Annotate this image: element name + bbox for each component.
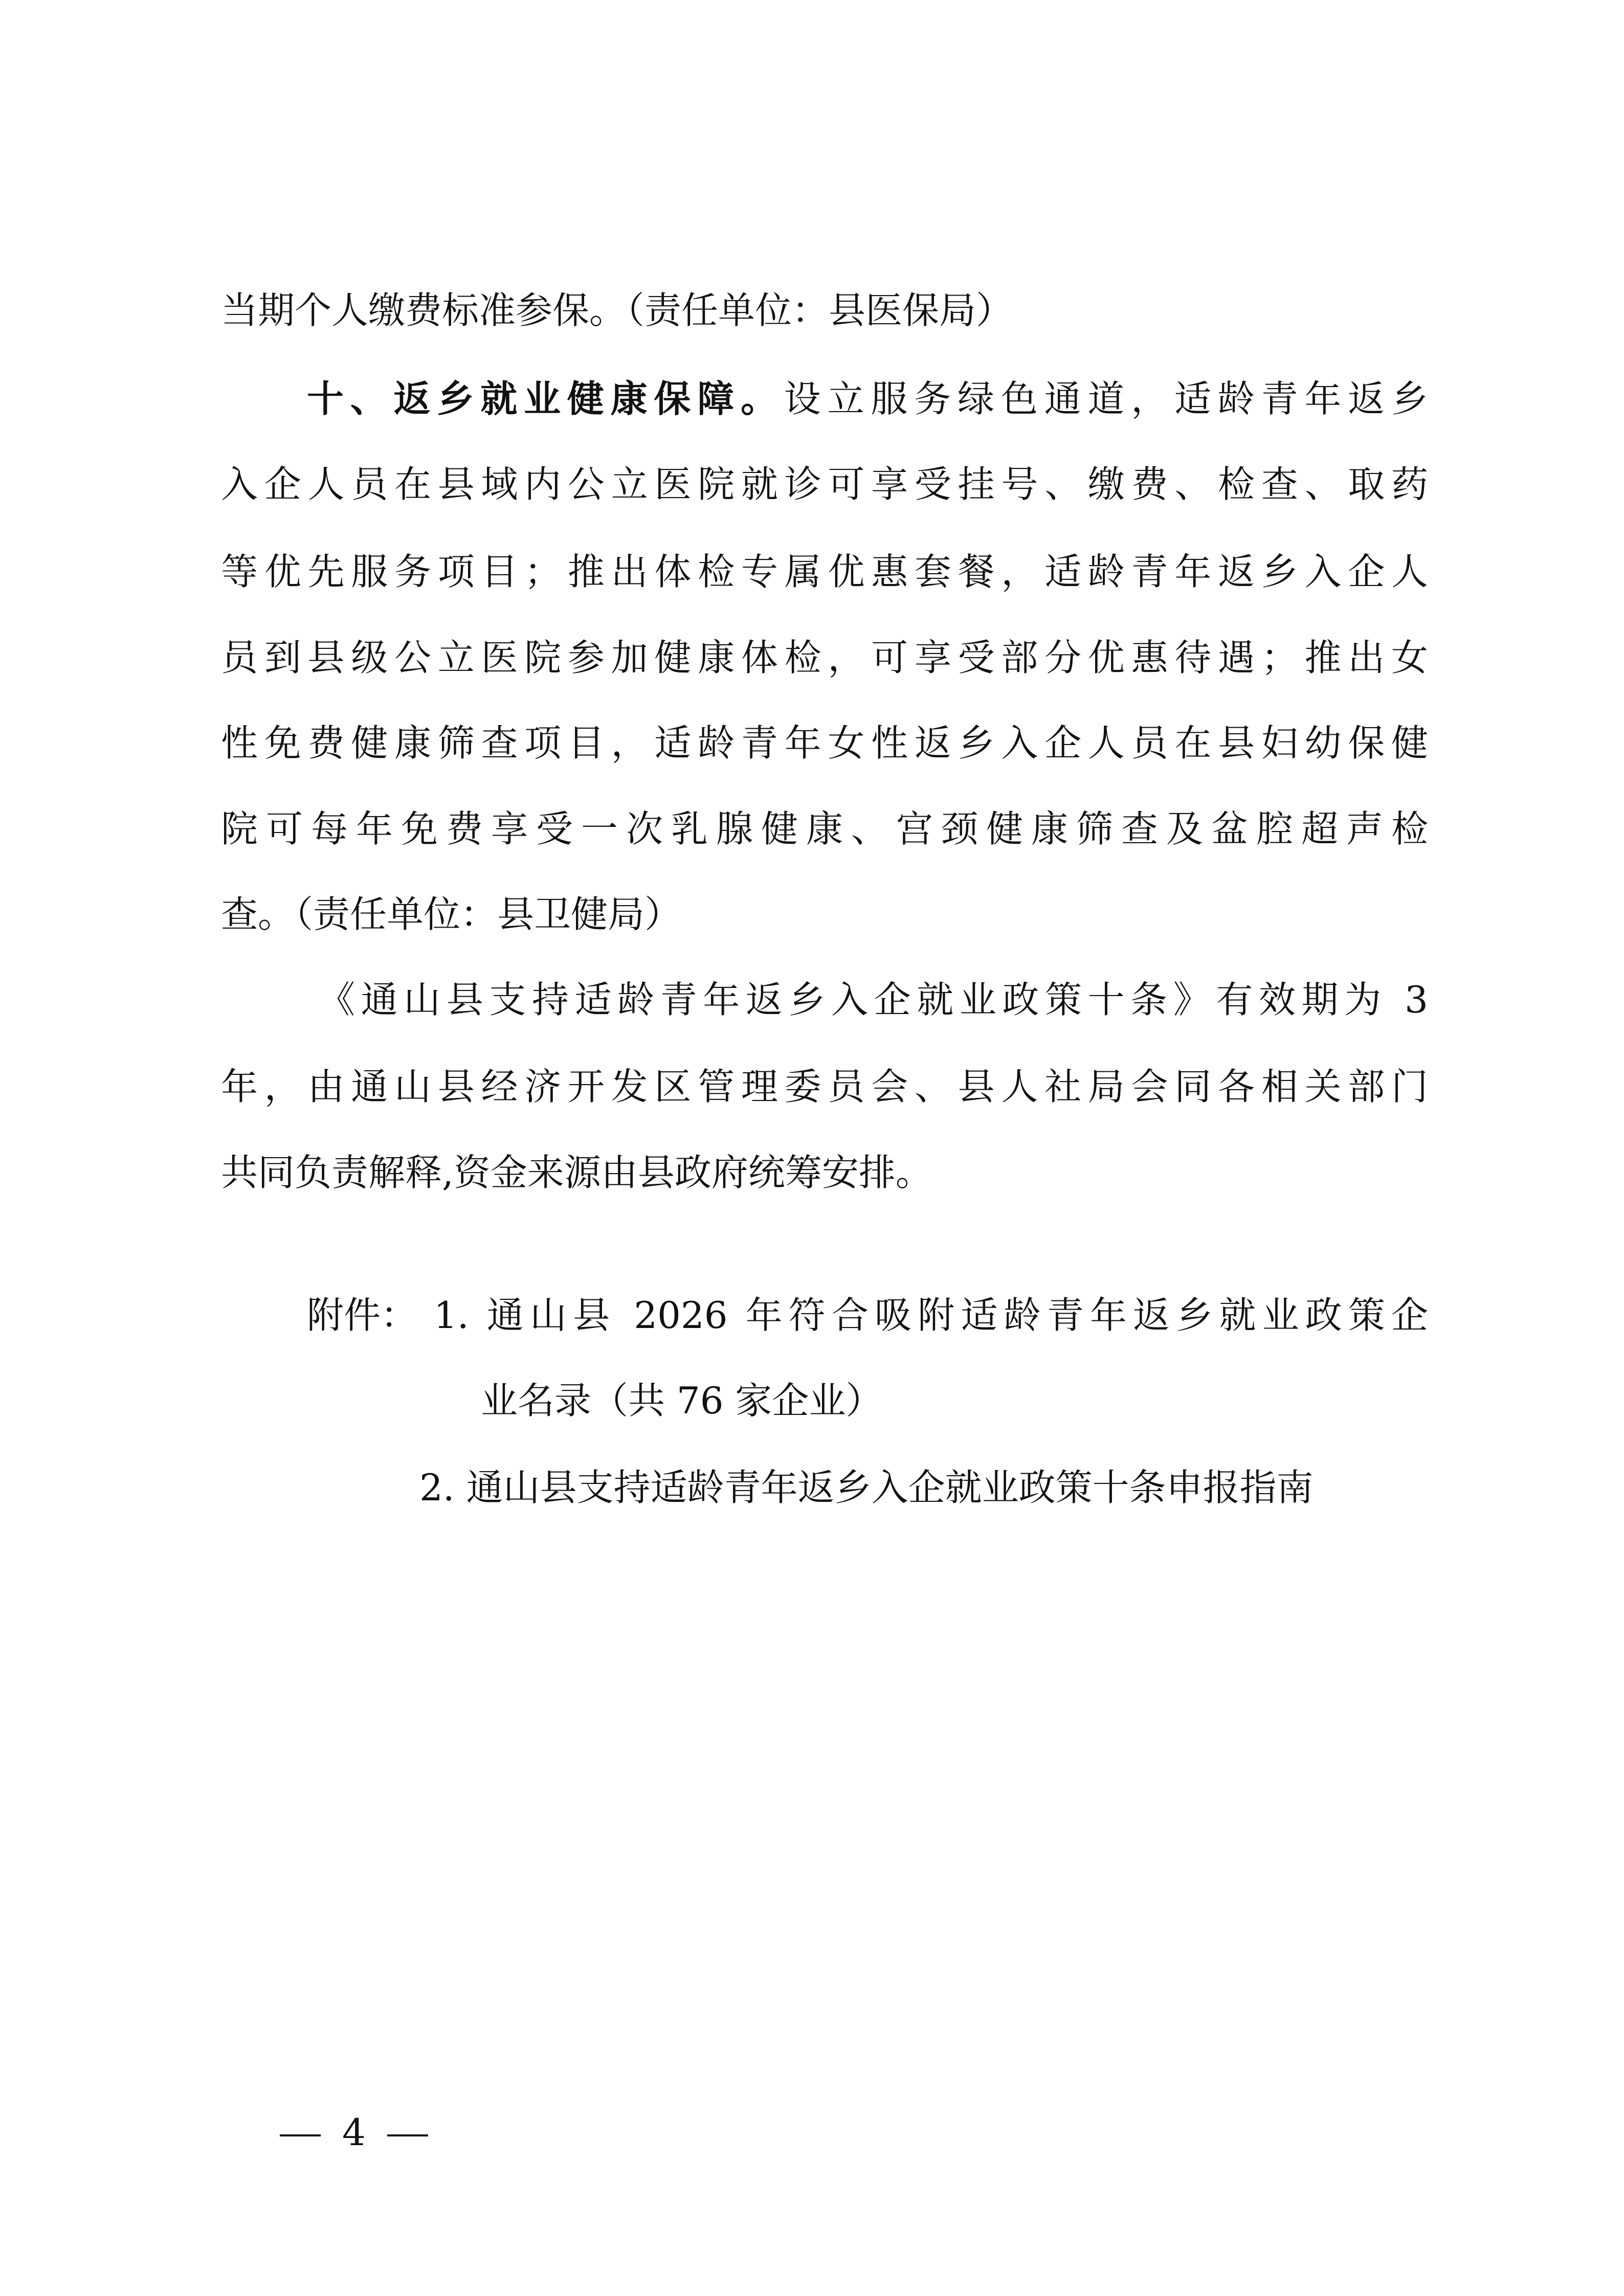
section-ten-text: 设立服务绿色通道，适龄青年返乡: [784, 377, 1428, 420]
attachment-item-2: 2. 通山县支持适龄青年返乡入企就业政策十条申报指南: [419, 1466, 1314, 1509]
attachment-label: 附件：: [307, 1294, 418, 1337]
attachment-item-1-line-1: 1. 通山县 2026 年符合吸附适龄青年返乡就业政策企: [434, 1294, 1428, 1337]
body-line-7: 院可每年免费享受一次乳腺健康、宫颈健康筛查及盆腔超声检: [221, 807, 1428, 850]
body-line-5: 员到县级公立医院参加健康体检，可享受部分优惠待遇；推出女: [221, 636, 1428, 679]
body-line-4: 等优先服务项目；推出体检专属优惠套餐，适龄青年返乡入企人: [221, 550, 1428, 593]
page-number: [258, 2109, 450, 2155]
body-line-3: 入企人员在县域内公立医院就诊可享受挂号、缴费、检查、取药: [221, 463, 1428, 506]
attachment-item-1-line-2: 业名录（共 76 家企业）: [481, 1379, 883, 1422]
body-line-6: 性免费健康筛查项目，适龄青年女性返乡入企人员在县妇幼保健: [221, 722, 1428, 764]
page-number-value: 4: [342, 2111, 366, 2154]
body-line-8: 查。（责任单位：县卫健局）: [221, 893, 682, 936]
validity-line-2: 年，由通山县经济开发区管理委员会、县人社局会同各相关部门: [221, 1065, 1428, 1108]
page-number-left-dash: [280, 2134, 321, 2136]
section-ten-line-1: [307, 376, 1428, 422]
validity-line-3: 共同负责解释,资金来源由县政府统筹安排。: [221, 1151, 932, 1194]
page-number-right-dash: [387, 2134, 428, 2136]
section-ten-heading: 十、返乡就业健康保障。: [307, 377, 784, 420]
body-line-1: 当期个人缴费标准参保。（责任单位：县医保局）: [221, 289, 1013, 332]
validity-line-1: 《通山县支持适龄青年返乡入企就业政策十条》有效期为 3: [318, 978, 1428, 1021]
